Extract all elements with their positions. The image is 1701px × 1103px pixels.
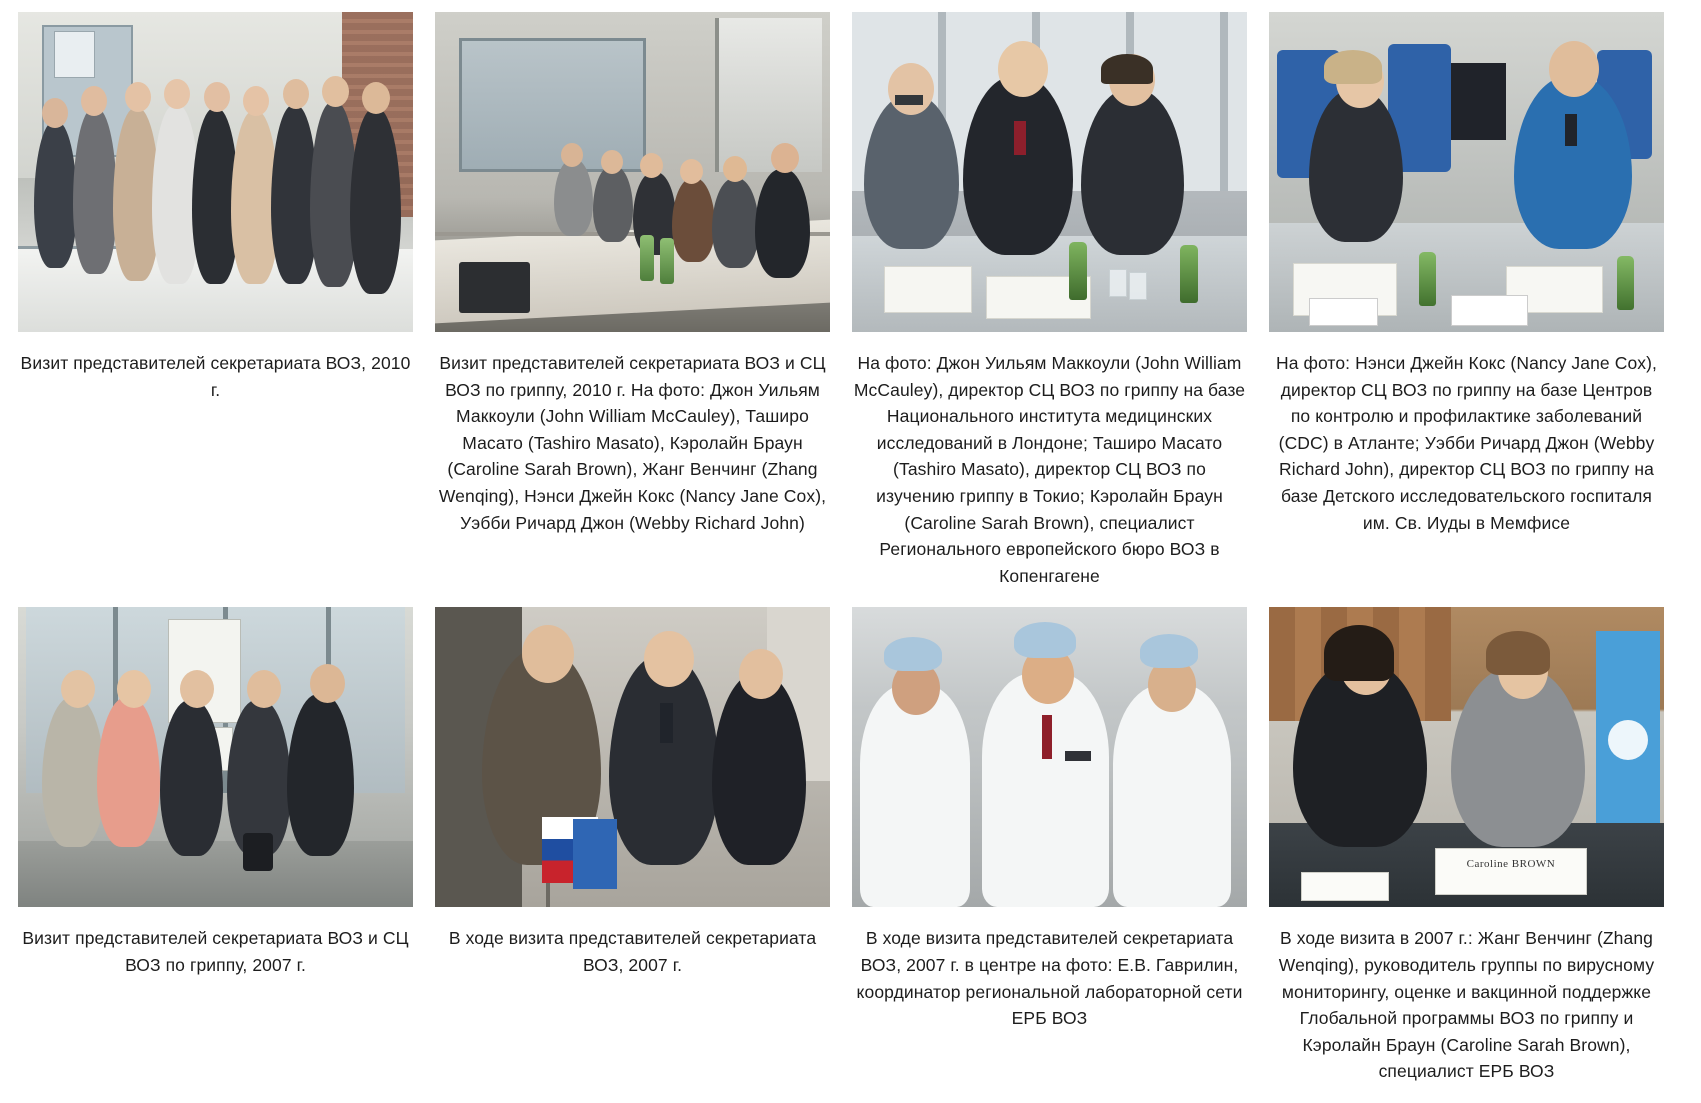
- photo-caption: В ходе визита в 2007 г.: Жанг Венчинг (Zhang Wenqing), руководитель группы по вирусному мониторингу, оценке и вакцинной поддержке Глобальной программы ВОЗ по гриппу и Кэролайн Браун (Caroline Sarah Brown), специалист ЕРБ ВОЗ: [1278, 928, 1655, 1082]
- gallery-item: [18, 607, 413, 978]
- gallery-item: [1269, 12, 1664, 536]
- photo-caption: Визит представителей секретариата ВОЗ, 2010 г.: [20, 353, 411, 400]
- photo-desk-signing-2007[interactable]: [1269, 607, 1664, 907]
- who-flag: [1596, 631, 1660, 853]
- photo-lab-coats-2007[interactable]: [852, 607, 1247, 907]
- gallery-item: [435, 607, 830, 978]
- gallery-item: [435, 12, 830, 536]
- gallery-row: [18, 12, 1683, 589]
- photo-two-delegates[interactable]: [1269, 12, 1664, 332]
- name-card: [1435, 848, 1587, 895]
- photo-caption: На фото: Джон Уильям Маккоули (John William McCauley), директор СЦ ВОЗ по гриппу на базе Национального института медицинских исследований в Лондоне; Таширо Масато (Tashiro Masato), директор СЦ ВОЗ по изучению гриппу в Токио; Кэролайн Браун (Caroline Sarah Brown), специалист Регионального европейского бюро ВОЗ в Копенгагене: [853, 353, 1246, 586]
- photo-caption: В ходе визита представителей секретариата ВОЗ, 2007 г. в центре на фото: Е.В. Гаврилин, координатор региональной лабораторной сети ЕРБ ВОЗ: [856, 928, 1243, 1029]
- photo-caption: Визит представителей секретариата ВОЗ и СЦ ВОЗ по гриппу, 2010 г. На фото: Джон Уильям Маккоули (John William McCauley), Таширо Масато (Tashiro Masato), Кэролайн Браун (Caroline Sarah Brown), Жанг Венчинг (Zhang Wenqing), Нэнси Джейн Кокс (Nancy Jane Cox), Уэбби Ричард Джон (Webby Richard John): [438, 353, 827, 533]
- photo-entrance-2007[interactable]: [18, 607, 413, 907]
- name-card-text: Caroline BROWN: [1466, 858, 1556, 871]
- photo-conversation-2007[interactable]: [435, 607, 830, 907]
- photo-three-delegates[interactable]: [852, 12, 1247, 332]
- photo-caption: На фото: Нэнси Джейн Кокс (Nancy Jane Cox), директор СЦ ВОЗ по гриппу на базе Центров по контролю и профилактике заболеваний (CDC) в Атланте; Уэбби Ричард Джон (Webby Richard John), директор СЦ ВОЗ по гриппу на базе Детского исследовательского госпиталя им. Св. Иуды в Мемфисе: [1275, 353, 1658, 533]
- gallery-item: [852, 607, 1247, 1031]
- gallery-row: [18, 607, 1683, 1085]
- gallery-item: [1269, 607, 1664, 1085]
- gallery-item: [852, 12, 1247, 589]
- photo-meeting-2010[interactable]: [435, 12, 830, 332]
- photo-group-2010[interactable]: [18, 12, 413, 332]
- photo-caption: В ходе визита представителей секретариата ВОЗ, 2007 г.: [448, 928, 817, 975]
- gallery-item: [18, 12, 413, 403]
- photo-caption: Визит представителей секретариата ВОЗ и СЦ ВОЗ по гриппу, 2007 г.: [22, 928, 409, 975]
